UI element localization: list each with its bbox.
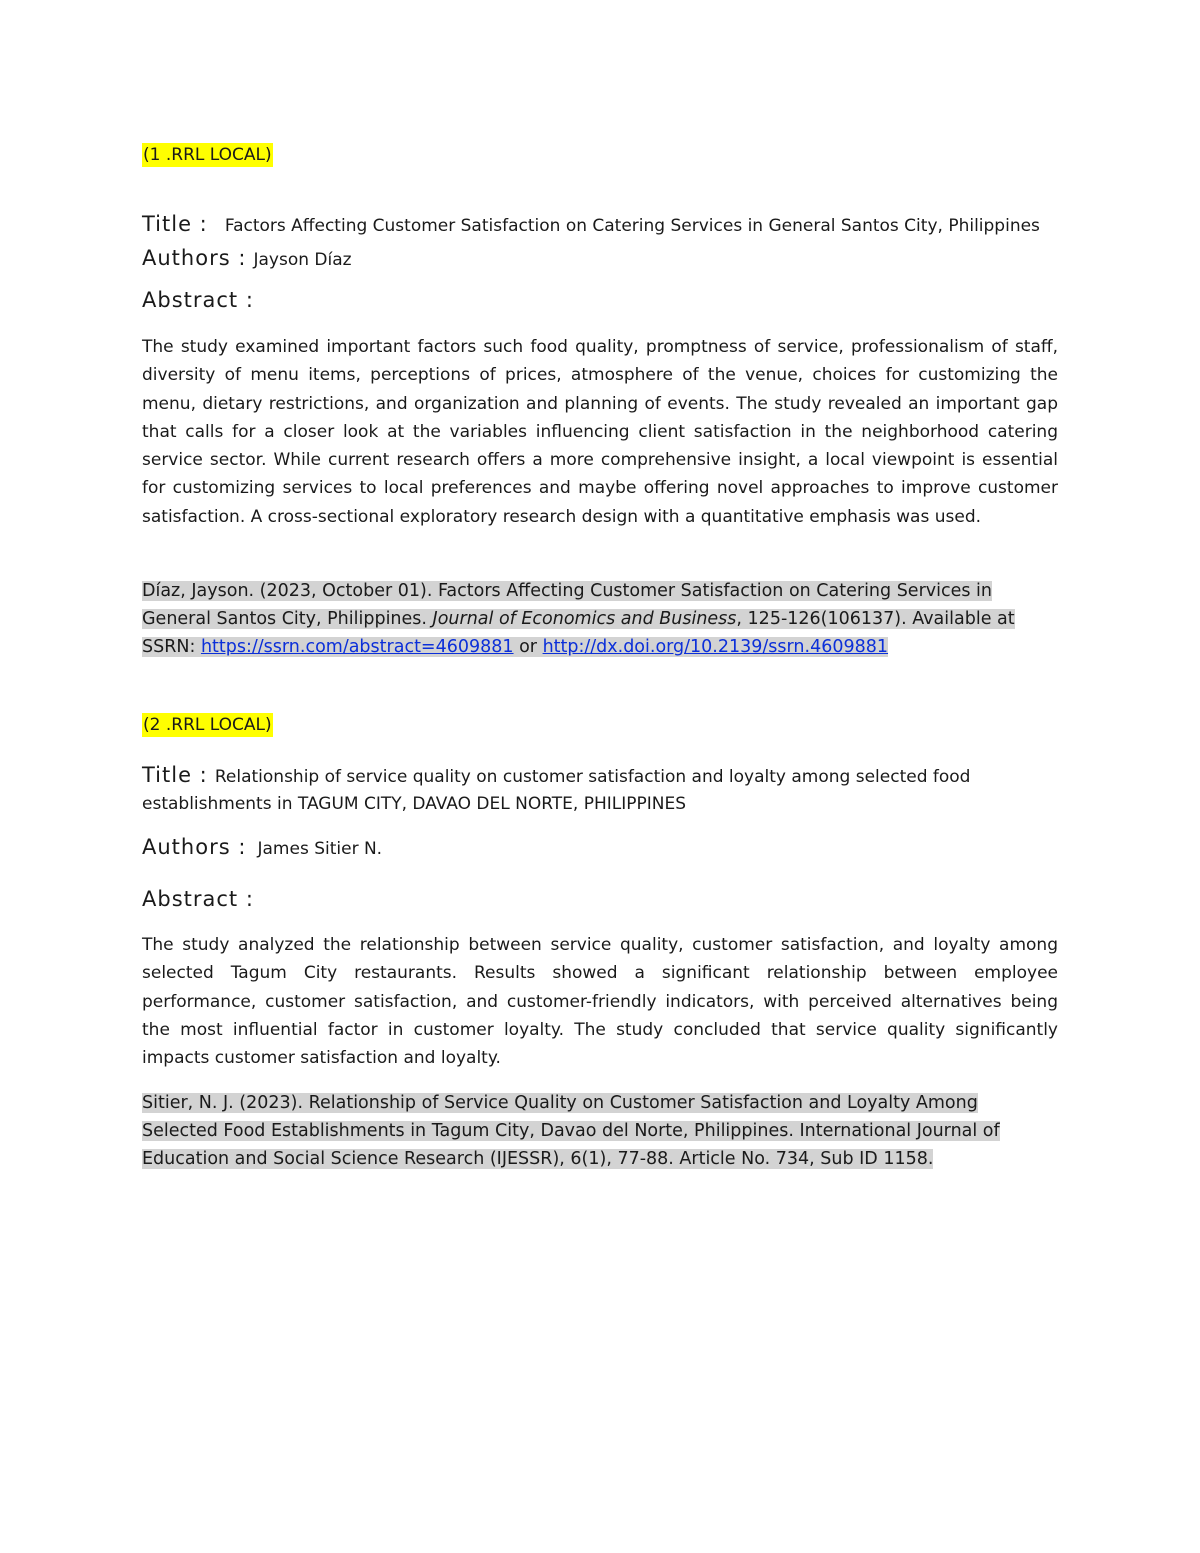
entry-2-title-line1: Relationship of service quality on customer satisfaction and loyalty among selected food [214, 767, 971, 787]
entry-1-authors-label: Authors : [142, 246, 247, 270]
entry-1-journal: Journal of Economics and Business [432, 609, 737, 629]
entry-1-tag: (1 .RRL LOCAL) [143, 145, 272, 165]
entry-2-abstract-heading [142, 887, 254, 911]
entry-1-title-line [142, 212, 1040, 236]
entry-1-citation-pre: Díaz, Jayson. (2023, October 01). Factors Affecting Customer Satisfaction on Catering Services in General Santos City, Philippines. [142, 581, 993, 629]
entry-1-citation-post: , 125-126(106137). Available at SSRN: [142, 609, 1015, 657]
ssrn-link[interactable]: https://ssrn.com/abstract=4609881 [200, 637, 514, 657]
entry-1-title-label: Title : [142, 212, 208, 236]
entry-2-authors-line [142, 835, 382, 859]
entry-1-citation-joiner: or [513, 637, 543, 657]
entry-1-authors: Jayson Díaz [253, 250, 352, 270]
entry-2-title-line2: establishments in TAGUM CITY, DAVAO DEL NORTE, PHILIPPINES [142, 794, 687, 814]
entry-1-citation [142, 577, 1058, 661]
entry-2-citation-text: Sitier, N. J. (2023). Relationship of Service Quality on Customer Satisfaction and Loyalty Among Selected Food Establishments in Tagum City, Davao del Norte, Philippines. International Journal of Education and Social Science Research (IJESSR), 6(1), 77-88. Article No. 734, Sub ID 1158. [142, 1093, 1000, 1169]
entry-1-citation-text [142, 581, 1015, 657]
entry-2-title-line [142, 763, 970, 787]
entry-1-abstract-heading [142, 288, 254, 312]
entry-2-authors-label: Authors : [142, 835, 247, 859]
entry-2-abstract-label: Abstract : [142, 887, 254, 911]
entry-2-tag: (2 .RRL LOCAL) [143, 715, 272, 735]
entry-1-title: Factors Affecting Customer Satisfaction on Catering Services in General Santos City, Philippines [224, 216, 1040, 236]
entry-1-abstract-label: Abstract : [142, 288, 254, 312]
entry-2-abstract: The study analyzed the relationship between service quality, customer satisfaction, and loyalty among selected Tagum City restaurants. Results showed a significant relationship between employee performance, customer satisfaction, and customer-friendly indicators, with perceived alternatives being the most influential factor in customer loyalty. The study concluded that service quality significantly impacts customer satisfaction and loyalty. [142, 935, 1058, 1069]
entry-1-authors-line [142, 246, 352, 270]
entry-2-title-label: Title : [142, 763, 208, 787]
entry-2-title-continuation [142, 794, 686, 814]
entry-1-abstract: The study examined important factors such food quality, promptness of service, professionalism of staff, diversity of menu items, perceptions of prices, atmosphere of the venue, choices for customizing the menu, dietary restrictions, and organization and planning of events. The study revealed an important gap that calls for a closer look at the variables influencing client satisfaction in the neighborhood catering service sector. While current research offers a more comprehensive insight, a local viewpoint is essential for customizing services to local preferences and maybe offering novel approaches to improve customer satisfaction. A cross-sectional exploratory research design with a quantitative emphasis was used. [142, 337, 1058, 527]
doi-link[interactable]: http://dx.doi.org/10.2139/ssrn.4609881 [542, 637, 889, 657]
entry-2-citation [142, 1089, 1047, 1173]
entry-2-authors: James Sitier N. [257, 839, 383, 859]
